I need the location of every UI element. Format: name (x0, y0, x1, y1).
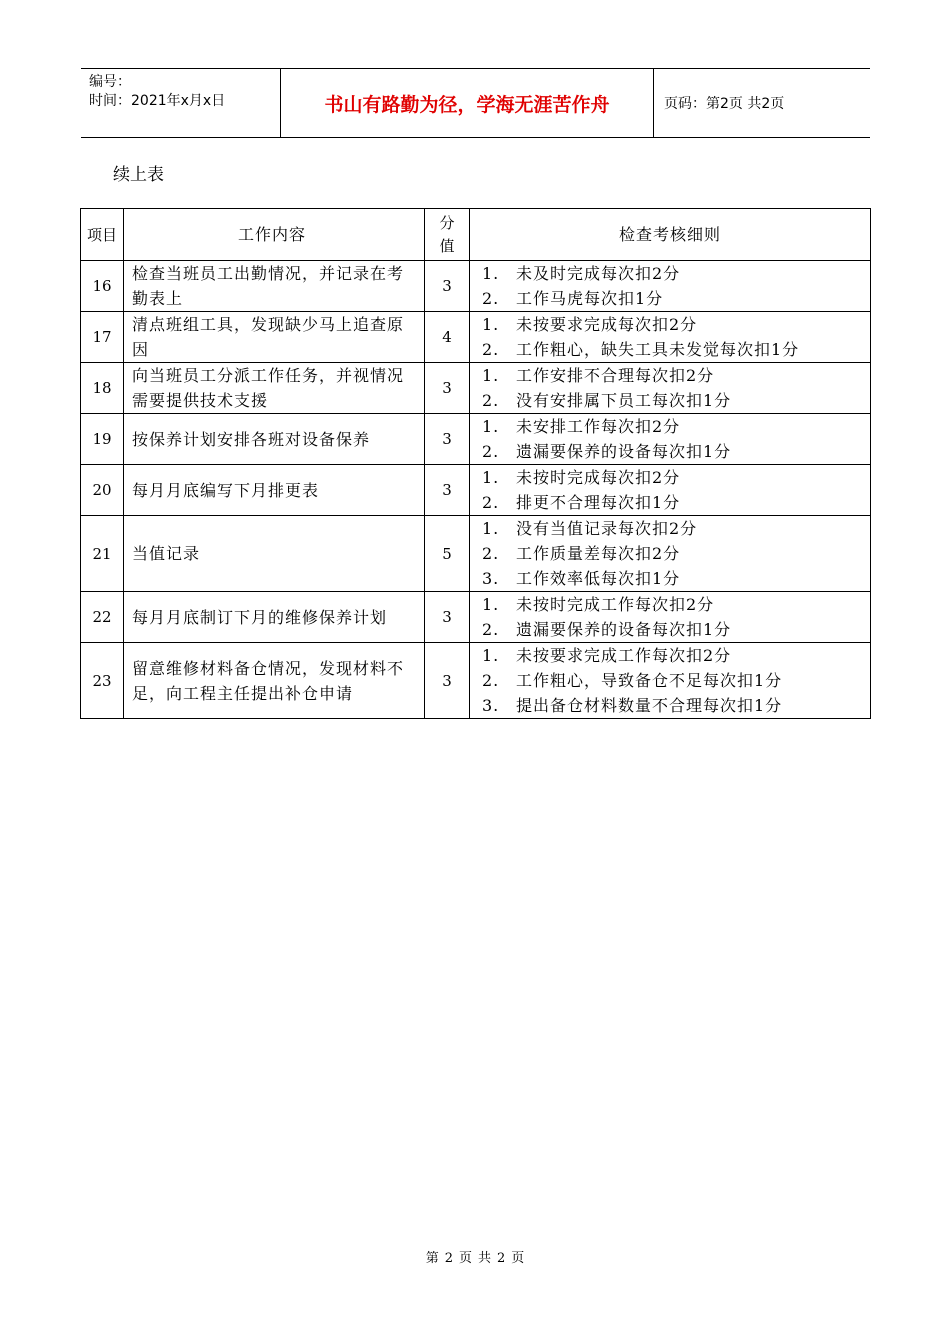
table-row (81, 592, 871, 643)
rule-item (482, 693, 870, 718)
rule-item (482, 439, 870, 464)
row-rules (470, 312, 871, 363)
rule-text: 未按时完成工作每次扣2分 (516, 595, 715, 614)
row-rules (470, 643, 871, 719)
header-content: 工作内容 (124, 209, 425, 261)
row-rules (470, 592, 871, 643)
footer-current-page: 2 (444, 1251, 453, 1266)
rule-item (482, 541, 870, 566)
table-row (81, 414, 871, 465)
row-content: 当值记录 (124, 516, 425, 592)
table-row (81, 363, 871, 414)
table-body (81, 261, 871, 719)
row-no: 21 (81, 516, 124, 592)
footer-p4: 页 (511, 1251, 525, 1266)
rule-text: 未按要求完成每次扣2分 (516, 315, 698, 334)
rule-text: 未按要求完成工作每次扣2分 (516, 646, 732, 665)
rule-text: 排更不合理每次扣1分 (516, 493, 681, 512)
rule-item (482, 592, 870, 617)
header-score-line2: 值 (439, 236, 455, 255)
rule-number: 2. (482, 442, 500, 461)
page-footer (0, 1247, 950, 1266)
header-meta (81, 69, 281, 137)
page-header (81, 68, 870, 138)
row-score: 3 (425, 643, 470, 719)
row-no: 18 (81, 363, 124, 414)
row-no: 16 (81, 261, 124, 312)
row-content: 留意维修材料备仓情况，发现材料不足，向工程主任提出补仓申请 (124, 643, 425, 719)
rule-number: 1. (482, 417, 500, 436)
row-score: 3 (425, 592, 470, 643)
row-no: 20 (81, 465, 124, 516)
rule-number: 1. (482, 519, 500, 538)
rule-text: 工作效率低每次扣1分 (516, 569, 681, 588)
row-score: 5 (425, 516, 470, 592)
row-score: 3 (425, 261, 470, 312)
rule-item (482, 388, 870, 413)
rule-number: 1. (482, 468, 500, 487)
row-score: 3 (425, 414, 470, 465)
rule-item (482, 286, 870, 311)
row-rules (470, 465, 871, 516)
rule-text: 工作马虎每次扣1分 (516, 289, 664, 308)
row-no: 19 (81, 414, 124, 465)
rule-text: 工作粗心，缺失工具未发觉每次扣1分 (516, 340, 800, 359)
header-no: 项目 (81, 209, 124, 261)
rule-item (482, 414, 870, 439)
row-no: 17 (81, 312, 124, 363)
rule-number: 2. (482, 671, 500, 690)
rule-number: 2. (482, 493, 500, 512)
rule-number: 3. (482, 696, 500, 715)
rule-number: 1. (482, 595, 500, 614)
rule-number: 1. (482, 315, 500, 334)
row-rules (470, 363, 871, 414)
row-rules (470, 414, 871, 465)
footer-p3: 共 (478, 1251, 492, 1266)
header-page-label: 页码：第2页 共2页 (664, 96, 785, 112)
table-header-row (81, 209, 871, 261)
rule-text: 工作质量差每次扣2分 (516, 544, 681, 563)
rule-item (482, 617, 870, 642)
rule-text: 提出备仓材料数量不合理每次扣1分 (516, 696, 783, 715)
code-label: 编号： (89, 74, 131, 90)
row-rules (470, 261, 871, 312)
rule-text: 工作粗心，导致备仓不足每次扣1分 (516, 671, 783, 690)
rule-item (482, 490, 870, 515)
rule-item (482, 337, 870, 362)
assessment-table (80, 208, 871, 719)
rule-number: 2. (482, 391, 500, 410)
rule-number: 1. (482, 264, 500, 283)
rule-item (482, 566, 870, 591)
rule-number: 2. (482, 544, 500, 563)
footer-total-pages: 2 (497, 1251, 506, 1266)
rule-text: 未按时完成每次扣2分 (516, 468, 681, 487)
rule-item (482, 261, 870, 286)
table-row (81, 465, 871, 516)
row-rules (470, 516, 871, 592)
rule-item (482, 643, 870, 668)
row-content: 按保养计划安排各班对设备保养 (124, 414, 425, 465)
rule-text: 工作安排不合理每次扣2分 (516, 366, 715, 385)
footer-p1: 第 (425, 1251, 439, 1266)
row-content: 向当班员工分派工作任务，并视情况需要提供技术支援 (124, 363, 425, 414)
table-row (81, 261, 871, 312)
date-label: 时间：2021年x月x日 (89, 93, 226, 109)
rule-number: 2. (482, 289, 500, 308)
row-content: 清点班组工具，发现缺少马上追查原因 (124, 312, 425, 363)
header-rules: 检查考核细则 (470, 209, 871, 261)
row-score: 3 (425, 363, 470, 414)
header-score-line1: 分 (439, 213, 455, 232)
rule-text: 遗漏要保养的设备每次扣1分 (516, 620, 732, 639)
rule-item (482, 668, 870, 693)
table-row (81, 516, 871, 592)
rule-number: 2. (482, 340, 500, 359)
rule-number: 3. (482, 569, 500, 588)
row-content: 每月月底编写下月排更表 (124, 465, 425, 516)
table-row (81, 312, 871, 363)
row-score: 3 (425, 465, 470, 516)
continued-label: 续上表 (113, 165, 164, 185)
rule-text: 没有当值记录每次扣2分 (516, 519, 698, 538)
rule-item (482, 516, 870, 541)
footer-p2: 页 (458, 1251, 472, 1266)
rule-text: 没有安排属下员工每次扣1分 (516, 391, 732, 410)
row-score: 4 (425, 312, 470, 363)
rule-number: 1. (482, 646, 500, 665)
rule-item (482, 465, 870, 490)
table-row (81, 643, 871, 719)
rule-number: 1. (482, 366, 500, 385)
rule-text: 遗漏要保养的设备每次扣1分 (516, 442, 732, 461)
row-no: 23 (81, 643, 124, 719)
rule-text: 未安排工作每次扣2分 (516, 417, 681, 436)
rule-item (482, 312, 870, 337)
row-content: 检查当班员工出勤情况，并记录在考勤表上 (124, 261, 425, 312)
header-motto: 书山有路勤为径，学海无涯苦作舟 (281, 69, 654, 137)
rule-item (482, 363, 870, 388)
row-content: 每月月底制订下月的维修保养计划 (124, 592, 425, 643)
rule-text: 未及时完成每次扣2分 (516, 264, 681, 283)
rule-number: 2. (482, 620, 500, 639)
header-score (425, 209, 470, 261)
row-no: 22 (81, 592, 124, 643)
